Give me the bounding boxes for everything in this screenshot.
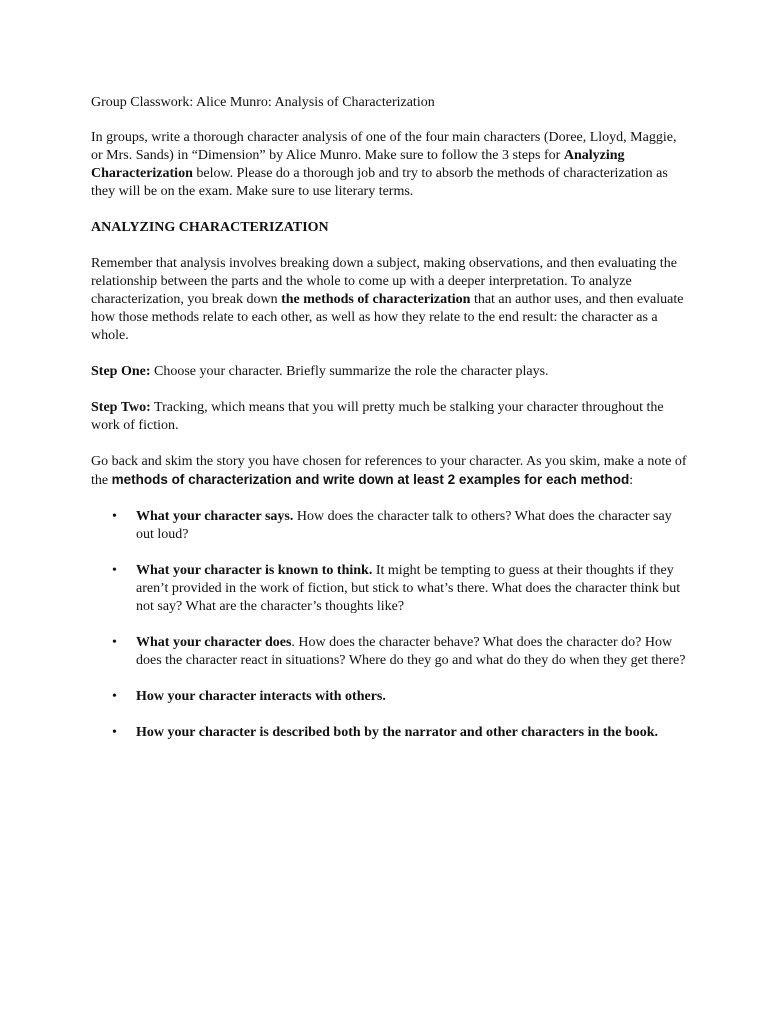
- bullet-icon: •: [112, 563, 117, 578]
- bullet-icon: •: [112, 635, 117, 650]
- method-text: . How does the character behave? What does the character do? How does the character react in situations? Where do they go and what do they do when they get there?: [136, 635, 686, 668]
- skim-text-1: Go back and skim the story you have chosen for references to your character. As you skim, make a note of the: [91, 454, 687, 488]
- skim-bold: methods of characterization and write down at least 2 examples for each method: [111, 472, 630, 487]
- intro-text-1: In groups, write a thorough character analysis of one of the four main characters (Doree, Lloyd, Maggie, or Mrs. Sands) in “Dimension” by Alice Munro. Make sure to follow the 3 steps for: [91, 130, 677, 163]
- analysis-text-1: Remember that analysis involves breaking down a subject, making observations, and then evaluating the relationship between the parts and the whole to come up with a deeper interpretation. To analyze characterization, you break down: [91, 256, 677, 307]
- step-one-label: Step One:: [91, 364, 151, 379]
- step-one-paragraph: [91, 363, 688, 381]
- method-bold: How your character is described both by the narrator and other characters in the book.: [136, 725, 658, 740]
- skim-paragraph: [91, 453, 688, 490]
- methods-list: [91, 508, 688, 742]
- method-bold: What your character is known to think.: [136, 563, 373, 578]
- method-text: It might be tempting to guess at their thoughts if they aren’t provided in the work of fiction, but stick to what’s there. What does the character think but not say? What are the character’s thoughts like?: [136, 563, 681, 614]
- bullet-icon: •: [112, 725, 117, 740]
- list-item: [112, 688, 688, 706]
- method-text: How does the character talk to others? What does the character say out loud?: [136, 509, 672, 542]
- bullet-icon: •: [112, 689, 117, 704]
- analysis-text-2: that an author uses, and then evaluate how those methods relate to each other, as well as how they relate to the end result: the character as a whole.: [91, 292, 684, 343]
- list-item: [112, 724, 688, 742]
- analysis-paragraph: [91, 255, 688, 345]
- bullet-icon: •: [112, 509, 117, 524]
- document-title: Group Classwork: Alice Munro: Analysis of Characterization: [91, 95, 435, 110]
- step-two-paragraph: [91, 399, 688, 435]
- step-one-text: Choose your character. Briefly summarize the role the character plays.: [150, 364, 549, 379]
- method-bold: How your character interacts with others.: [136, 689, 386, 704]
- skim-text-2: :: [629, 473, 634, 488]
- section-heading: ANALYZING CHARACTERIZATION: [91, 220, 329, 235]
- intro-bold: Analyzing Characterization: [91, 148, 625, 181]
- method-bold: What your character does: [136, 635, 292, 650]
- list-item: [112, 508, 688, 544]
- step-two-label: Step Two:: [91, 400, 151, 415]
- step-two-text: Tracking, which means that you will pretty much be stalking your character throughout the work of fiction.: [91, 400, 664, 433]
- list-item: [112, 562, 688, 616]
- intro-paragraph: [91, 129, 688, 201]
- analysis-bold: the methods of characterization: [281, 292, 471, 307]
- list-item: [112, 634, 688, 670]
- method-bold: What your character says.: [136, 509, 294, 524]
- intro-text-2: below. Please do a thorough job and try to absorb the methods of characterization as they will be on the exam. Make sure to use literary terms.: [91, 166, 668, 199]
